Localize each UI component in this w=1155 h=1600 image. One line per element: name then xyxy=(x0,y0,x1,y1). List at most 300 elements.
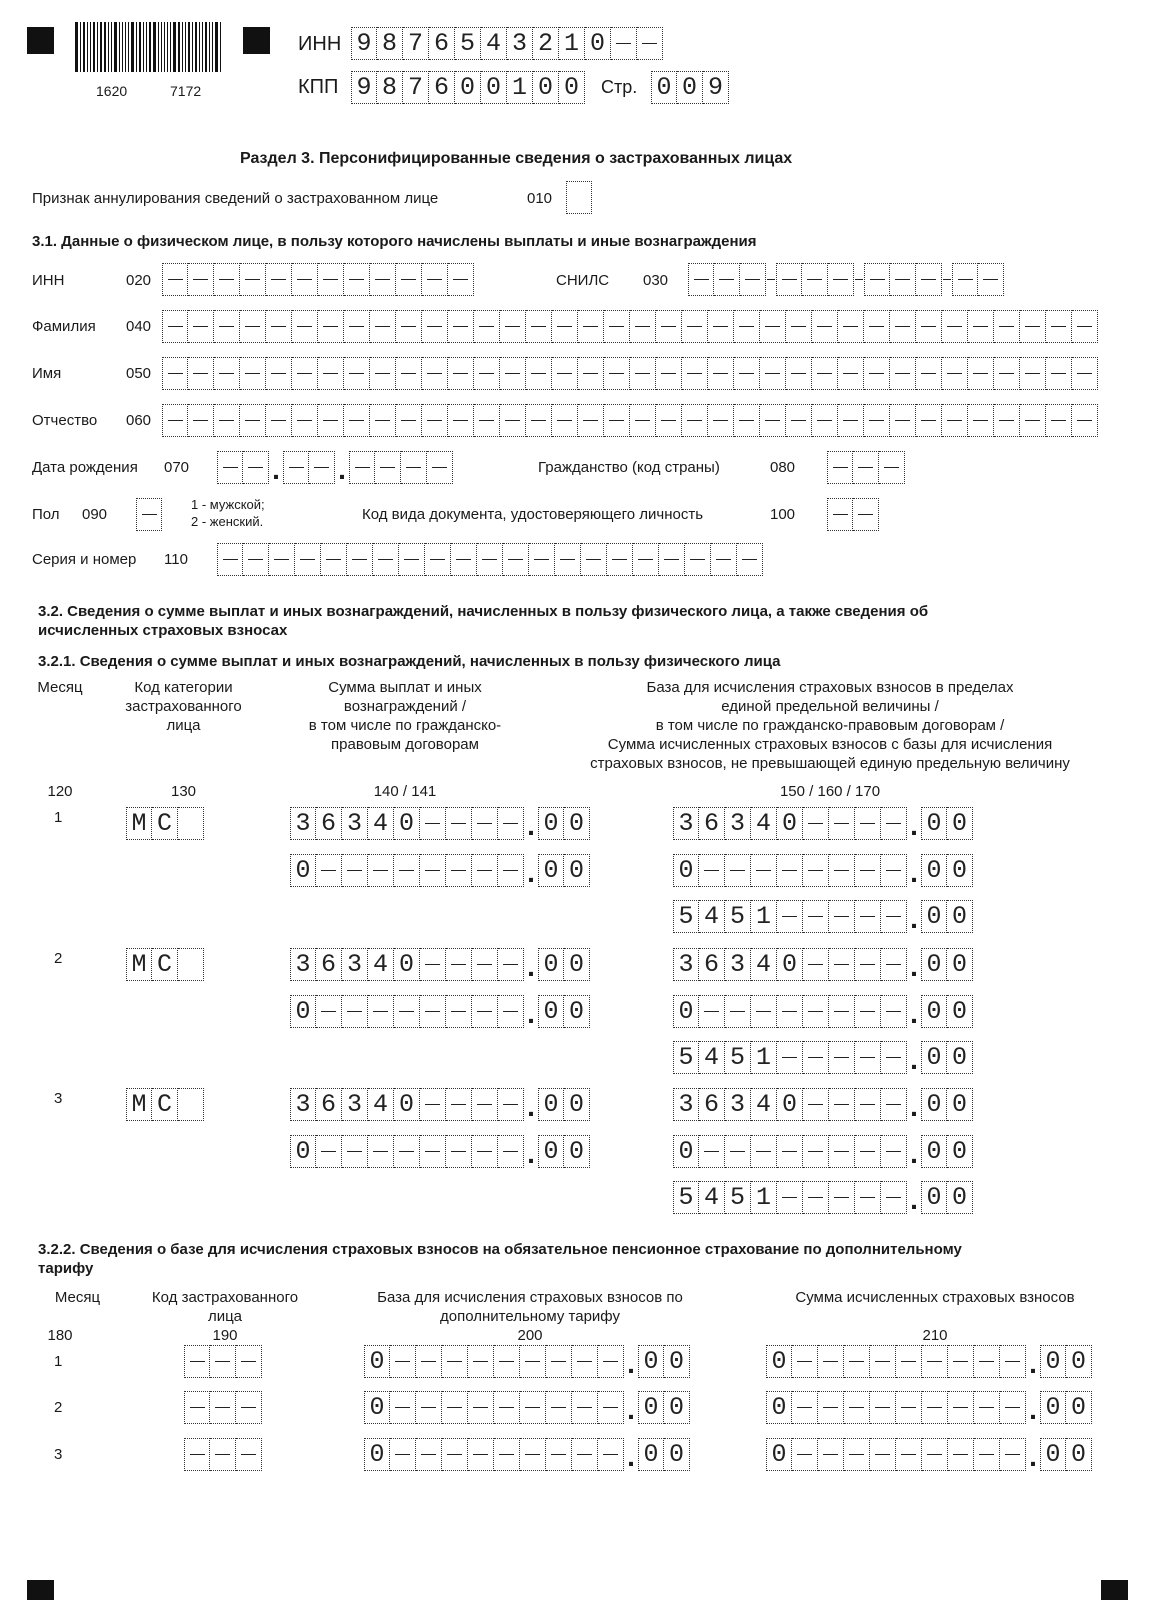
s321-col-base: База для исчисления страховых взносов в пределах единой предельной величины / в том числе по гражданско-правовым договорам / Сумма исчисленных страховых взносов с базы для исчисления страховых взносов, не превышающей единую предельную величину xyxy=(590,679,1070,772)
field-cell xyxy=(474,404,500,437)
field-dash-separator xyxy=(766,263,776,296)
field-cell: 6 xyxy=(316,807,342,840)
s31-inn-code: 020 xyxy=(126,272,152,289)
field-cell xyxy=(420,854,446,887)
field-cell: 0 xyxy=(1040,1391,1066,1424)
contrib-base-gpd-field[interactable] xyxy=(673,995,973,1028)
header-kpp-label: КПП xyxy=(298,76,339,98)
decimal-separator: . xyxy=(910,998,918,1029)
barcode-bar xyxy=(100,22,102,72)
field-cell: 0 xyxy=(921,1088,947,1121)
field-cell: 0 xyxy=(533,71,559,104)
field-cell xyxy=(581,543,607,576)
additional-base-field[interactable] xyxy=(364,1391,690,1424)
field-cell xyxy=(520,1391,546,1424)
field-cell xyxy=(1020,310,1046,343)
barcode-bar xyxy=(139,22,141,72)
s31-name-field[interactable] xyxy=(162,357,1098,390)
field-cell: 0 xyxy=(364,1438,390,1471)
field-cell xyxy=(699,1135,725,1168)
field-cell xyxy=(472,807,498,840)
field-cell xyxy=(708,357,734,390)
field-cell xyxy=(370,404,396,437)
field-cell xyxy=(292,357,318,390)
insured-code-field[interactable] xyxy=(184,1438,262,1471)
field-cell xyxy=(803,948,829,981)
field-cell xyxy=(870,1391,896,1424)
category-code-field[interactable] xyxy=(126,948,204,981)
field-cell xyxy=(318,404,344,437)
s31-name-code: 050 xyxy=(126,365,152,382)
field-cell: 0 xyxy=(394,948,420,981)
contrib-base-gpd-field[interactable] xyxy=(673,854,973,887)
barcode-bar xyxy=(205,22,207,72)
field-cell xyxy=(318,357,344,390)
field-cell xyxy=(292,263,318,296)
s31-citizenship-field[interactable] xyxy=(827,451,905,484)
additional-sum-field[interactable] xyxy=(766,1345,1092,1378)
contrib-base-field[interactable] xyxy=(673,1088,973,1121)
field-cell: 0 xyxy=(921,807,947,840)
field-cell: 0 xyxy=(394,807,420,840)
field-cell xyxy=(178,807,204,840)
header-inn-field[interactable] xyxy=(351,27,663,60)
field-cell xyxy=(420,807,446,840)
header-page-field[interactable] xyxy=(651,71,729,104)
field-cell xyxy=(578,310,604,343)
field-cell: 4 xyxy=(368,807,394,840)
field-cell xyxy=(803,1088,829,1121)
s31-series-label: Серия и номер xyxy=(32,551,137,568)
field-cell xyxy=(890,263,916,296)
decimal-separator: . xyxy=(910,1184,918,1215)
field-cell xyxy=(468,1438,494,1471)
field-cell xyxy=(269,543,295,576)
s322-col-code: Код застрахованного лица xyxy=(151,1289,299,1325)
field-cell xyxy=(474,310,500,343)
decimal-separator: . xyxy=(338,454,346,485)
field-cell xyxy=(394,1135,420,1168)
s31-surname-field[interactable] xyxy=(162,310,1098,343)
field-cell xyxy=(890,404,916,437)
barcode-bar xyxy=(128,22,129,72)
field-cell xyxy=(708,310,734,343)
field-cell xyxy=(401,451,427,484)
field-cell xyxy=(390,1438,416,1471)
s321-code-sum: 140 / 141 xyxy=(373,783,437,800)
field-cell xyxy=(477,543,503,576)
field-cell: 0 xyxy=(538,1135,564,1168)
field-cell xyxy=(578,357,604,390)
field-cell xyxy=(503,543,529,576)
field-cell xyxy=(342,1135,368,1168)
field-cell: 0 xyxy=(921,854,947,887)
field-cell: 1 xyxy=(507,71,533,104)
s31-series-field[interactable] xyxy=(217,543,763,576)
field-cell xyxy=(916,357,942,390)
barcode-bar xyxy=(90,22,91,72)
field-cell xyxy=(498,854,524,887)
field-cell xyxy=(214,404,240,437)
field-cell: 5 xyxy=(455,27,481,60)
field-cell xyxy=(812,357,838,390)
barcode xyxy=(75,22,223,72)
field-cell xyxy=(630,357,656,390)
decimal-separator: . xyxy=(910,857,918,888)
decimal-separator: . xyxy=(627,1441,635,1472)
field-cell: 0 xyxy=(777,1088,803,1121)
field-cell xyxy=(818,1391,844,1424)
field-cell xyxy=(448,404,474,437)
field-cell xyxy=(210,1391,236,1424)
annul-field[interactable] xyxy=(566,181,592,214)
field-cell xyxy=(236,1345,262,1378)
field-cell: 3 xyxy=(507,27,533,60)
field-cell: 6 xyxy=(429,71,455,104)
field-cell xyxy=(864,263,890,296)
field-cell: 0 xyxy=(947,807,973,840)
field-cell xyxy=(526,310,552,343)
field-cell: 0 xyxy=(564,807,590,840)
field-cell xyxy=(396,263,422,296)
decimal-separator: . xyxy=(1029,1441,1037,1472)
field-cell xyxy=(942,310,968,343)
field-cell xyxy=(210,1345,236,1378)
field-cell: 4 xyxy=(751,807,777,840)
field-cell: С xyxy=(152,807,178,840)
field-cell xyxy=(552,310,578,343)
field-cell xyxy=(162,310,188,343)
field-cell xyxy=(498,995,524,1028)
field-cell xyxy=(442,1438,468,1471)
field-cell xyxy=(760,357,786,390)
field-cell: 5 xyxy=(725,1181,751,1214)
field-cell xyxy=(316,995,342,1028)
field-cell xyxy=(994,404,1020,437)
field-cell xyxy=(829,1181,855,1214)
barcode-bar xyxy=(202,22,203,72)
field-cell xyxy=(442,1391,468,1424)
field-cell xyxy=(472,854,498,887)
payments-sum-field[interactable] xyxy=(290,807,590,840)
field-cell xyxy=(347,543,373,576)
s31-birth-field[interactable] xyxy=(217,451,453,484)
s322-col-month: Месяц xyxy=(54,1289,101,1306)
field-cell xyxy=(881,995,907,1028)
s31-name-label: Имя xyxy=(32,365,62,382)
month-number: 3 xyxy=(54,1090,63,1107)
contrib-base-field[interactable] xyxy=(673,948,973,981)
field-cell: 3 xyxy=(673,948,699,981)
barcode-bar xyxy=(93,22,96,72)
field-cell xyxy=(760,310,786,343)
s31-inn-field[interactable] xyxy=(162,263,474,296)
insured-code-field[interactable] xyxy=(184,1391,262,1424)
field-cell xyxy=(370,310,396,343)
field-cell xyxy=(978,263,1004,296)
barcode-bar xyxy=(173,22,176,72)
field-cell: 1 xyxy=(751,1041,777,1074)
field-cell xyxy=(1000,1391,1026,1424)
field-cell: 2 xyxy=(533,27,559,60)
field-cell xyxy=(451,543,477,576)
field-cell xyxy=(1000,1345,1026,1378)
field-cell xyxy=(344,263,370,296)
field-cell xyxy=(448,357,474,390)
field-cell: 0 xyxy=(1040,1438,1066,1471)
field-cell xyxy=(792,1438,818,1471)
field-cell xyxy=(829,948,855,981)
field-cell xyxy=(786,357,812,390)
field-cell: 4 xyxy=(751,948,777,981)
field-cell xyxy=(572,1438,598,1471)
corner-marker-top-right xyxy=(243,27,270,54)
field-cell xyxy=(520,1438,546,1471)
field-cell xyxy=(688,263,714,296)
field-cell xyxy=(855,995,881,1028)
insured-code-field[interactable] xyxy=(184,1345,262,1378)
field-cell xyxy=(342,995,368,1028)
field-cell xyxy=(375,451,401,484)
barcode-bar xyxy=(87,22,88,72)
field-cell xyxy=(162,357,188,390)
barcode-bar xyxy=(131,22,134,72)
field-cell xyxy=(776,263,802,296)
s31-inn-label: ИНН xyxy=(32,272,65,289)
field-cell xyxy=(598,1391,624,1424)
decimal-separator: . xyxy=(527,1091,535,1122)
field-cell xyxy=(725,995,751,1028)
field-cell: 7 xyxy=(403,27,429,60)
barcode-bar xyxy=(158,22,159,72)
field-cell: 0 xyxy=(947,854,973,887)
field-cell xyxy=(472,1135,498,1168)
field-cell xyxy=(855,1181,881,1214)
additional-base-field[interactable] xyxy=(364,1438,690,1471)
field-cell xyxy=(637,27,663,60)
field-cell xyxy=(236,1391,262,1424)
field-cell: 6 xyxy=(316,948,342,981)
field-cell: 0 xyxy=(538,948,564,981)
field-cell xyxy=(818,1438,844,1471)
payments-sum-field[interactable] xyxy=(290,1088,590,1121)
field-cell xyxy=(598,1438,624,1471)
field-cell xyxy=(948,1391,974,1424)
field-cell xyxy=(881,948,907,981)
contrib-sum-field[interactable] xyxy=(673,1041,973,1074)
s31-citizenship-label: Гражданство (код страны) xyxy=(538,459,720,476)
field-cell xyxy=(1046,310,1072,343)
barcode-bar xyxy=(178,22,180,72)
field-cell: 5 xyxy=(725,900,751,933)
contrib-base-gpd-field[interactable] xyxy=(673,1135,973,1168)
field-cell xyxy=(526,404,552,437)
payments-gpd-field[interactable] xyxy=(290,854,590,887)
field-cell xyxy=(994,357,1020,390)
field-cell xyxy=(266,404,292,437)
field-cell xyxy=(855,1041,881,1074)
field-cell xyxy=(390,1345,416,1378)
field-cell xyxy=(792,1345,818,1378)
additional-base-field[interactable] xyxy=(364,1345,690,1378)
field-cell xyxy=(855,807,881,840)
field-cell xyxy=(659,543,685,576)
field-cell: 4 xyxy=(699,1181,725,1214)
annul-label: Признак аннулирования сведений о застрахованном лице xyxy=(32,190,439,207)
barcode-bar xyxy=(146,22,147,72)
field-cell: 0 xyxy=(564,854,590,887)
field-cell: 0 xyxy=(290,1135,316,1168)
field-cell: 0 xyxy=(921,995,947,1028)
decimal-separator: . xyxy=(910,903,918,934)
header-kpp-field[interactable] xyxy=(351,71,585,104)
field-cell xyxy=(844,1391,870,1424)
field-cell xyxy=(1046,357,1072,390)
contrib-sum-field[interactable] xyxy=(673,1181,973,1214)
field-dash-separator xyxy=(854,263,864,296)
contrib-base-field[interactable] xyxy=(673,807,973,840)
field-cell xyxy=(555,543,581,576)
s31-snils-field[interactable] xyxy=(688,263,1004,296)
field-cell xyxy=(1046,404,1072,437)
field-cell xyxy=(494,1345,520,1378)
month-number: 2 xyxy=(54,1399,63,1416)
corner-marker-bottom-right xyxy=(1101,1580,1128,1600)
field-cell xyxy=(786,404,812,437)
field-cell xyxy=(734,404,760,437)
s31-patronymic-code: 060 xyxy=(126,412,152,429)
field-cell xyxy=(838,357,864,390)
field-cell xyxy=(818,1345,844,1378)
category-code-field[interactable] xyxy=(126,807,204,840)
field-cell xyxy=(699,995,725,1028)
field-cell xyxy=(922,1391,948,1424)
field-cell xyxy=(922,1345,948,1378)
field-cell xyxy=(777,854,803,887)
field-cell: 0 xyxy=(559,71,585,104)
s31-patronymic-field[interactable] xyxy=(162,404,1098,437)
field-cell xyxy=(472,995,498,1028)
field-cell: 1 xyxy=(751,1181,777,1214)
field-cell xyxy=(633,543,659,576)
field-cell xyxy=(855,900,881,933)
field-cell: 3 xyxy=(725,1088,751,1121)
field-cell xyxy=(1000,1438,1026,1471)
barcode-bar xyxy=(212,22,213,72)
payments-gpd-field[interactable] xyxy=(290,995,590,1028)
field-cell xyxy=(188,357,214,390)
field-cell: М xyxy=(126,1088,152,1121)
month-number: 1 xyxy=(54,1353,63,1370)
field-cell: 5 xyxy=(673,1041,699,1074)
field-cell: 0 xyxy=(1040,1345,1066,1378)
field-cell xyxy=(604,310,630,343)
field-cell xyxy=(240,404,266,437)
category-code-field[interactable] xyxy=(126,1088,204,1121)
s31-doc-field[interactable] xyxy=(827,498,879,531)
header-page-label: Стр. xyxy=(601,77,638,97)
additional-sum-field[interactable] xyxy=(766,1438,1092,1471)
s31-sex-field[interactable] xyxy=(136,498,162,531)
field-cell xyxy=(349,451,375,484)
field-cell: 0 xyxy=(947,900,973,933)
s31-sex-hint-1: 1 - мужской; xyxy=(191,497,265,512)
decimal-separator: . xyxy=(272,454,280,485)
field-cell xyxy=(217,543,243,576)
field-cell xyxy=(792,1391,818,1424)
payments-sum-field[interactable] xyxy=(290,948,590,981)
field-cell: М xyxy=(126,948,152,981)
field-cell xyxy=(136,498,162,531)
field-cell xyxy=(803,807,829,840)
field-cell xyxy=(318,310,344,343)
field-cell: 0 xyxy=(673,995,699,1028)
payments-gpd-field[interactable] xyxy=(290,1135,590,1168)
corner-marker-top-left xyxy=(27,27,54,54)
s31-snils-code: 030 xyxy=(643,272,669,289)
field-cell: 3 xyxy=(673,807,699,840)
field-cell xyxy=(552,404,578,437)
field-cell xyxy=(572,1391,598,1424)
field-cell: 5 xyxy=(673,900,699,933)
field-cell xyxy=(838,404,864,437)
field-cell: 3 xyxy=(342,807,368,840)
field-cell: 0 xyxy=(921,948,947,981)
barcode-bar xyxy=(192,22,193,72)
decimal-separator: . xyxy=(627,1394,635,1425)
field-cell xyxy=(734,310,760,343)
contrib-sum-field[interactable] xyxy=(673,900,973,933)
barcode-bar xyxy=(188,22,190,72)
field-cell xyxy=(855,948,881,981)
field-cell xyxy=(829,1041,855,1074)
field-cell xyxy=(802,263,828,296)
field-cell: 1 xyxy=(559,27,585,60)
field-cell xyxy=(420,995,446,1028)
field-cell xyxy=(368,1135,394,1168)
field-cell xyxy=(420,1135,446,1168)
field-cell: 3 xyxy=(725,948,751,981)
field-cell xyxy=(373,543,399,576)
additional-sum-field[interactable] xyxy=(766,1391,1092,1424)
field-cell: 0 xyxy=(1066,1391,1092,1424)
field-cell xyxy=(714,263,740,296)
field-cell xyxy=(682,310,708,343)
field-cell: 0 xyxy=(538,854,564,887)
field-cell xyxy=(370,357,396,390)
barcode-bar xyxy=(136,22,137,72)
field-cell xyxy=(529,543,555,576)
s322-code-month: 180 xyxy=(47,1327,73,1344)
field-cell xyxy=(500,310,526,343)
decimal-separator: . xyxy=(527,857,535,888)
barcode-bar xyxy=(220,22,221,72)
decimal-separator: . xyxy=(527,998,535,1029)
s31-sex-hint-2: 2 - женский. xyxy=(191,514,264,529)
field-cell xyxy=(803,1181,829,1214)
field-cell xyxy=(178,1088,204,1121)
field-cell: 0 xyxy=(921,1181,947,1214)
field-cell xyxy=(500,404,526,437)
field-cell: 1 xyxy=(751,900,777,933)
field-cell xyxy=(446,995,472,1028)
s31-surname-label: Фамилия xyxy=(32,318,96,335)
field-cell xyxy=(737,543,763,576)
field-cell: 0 xyxy=(364,1345,390,1378)
field-cell xyxy=(916,263,942,296)
field-cell: 0 xyxy=(947,995,973,1028)
field-cell xyxy=(184,1438,210,1471)
